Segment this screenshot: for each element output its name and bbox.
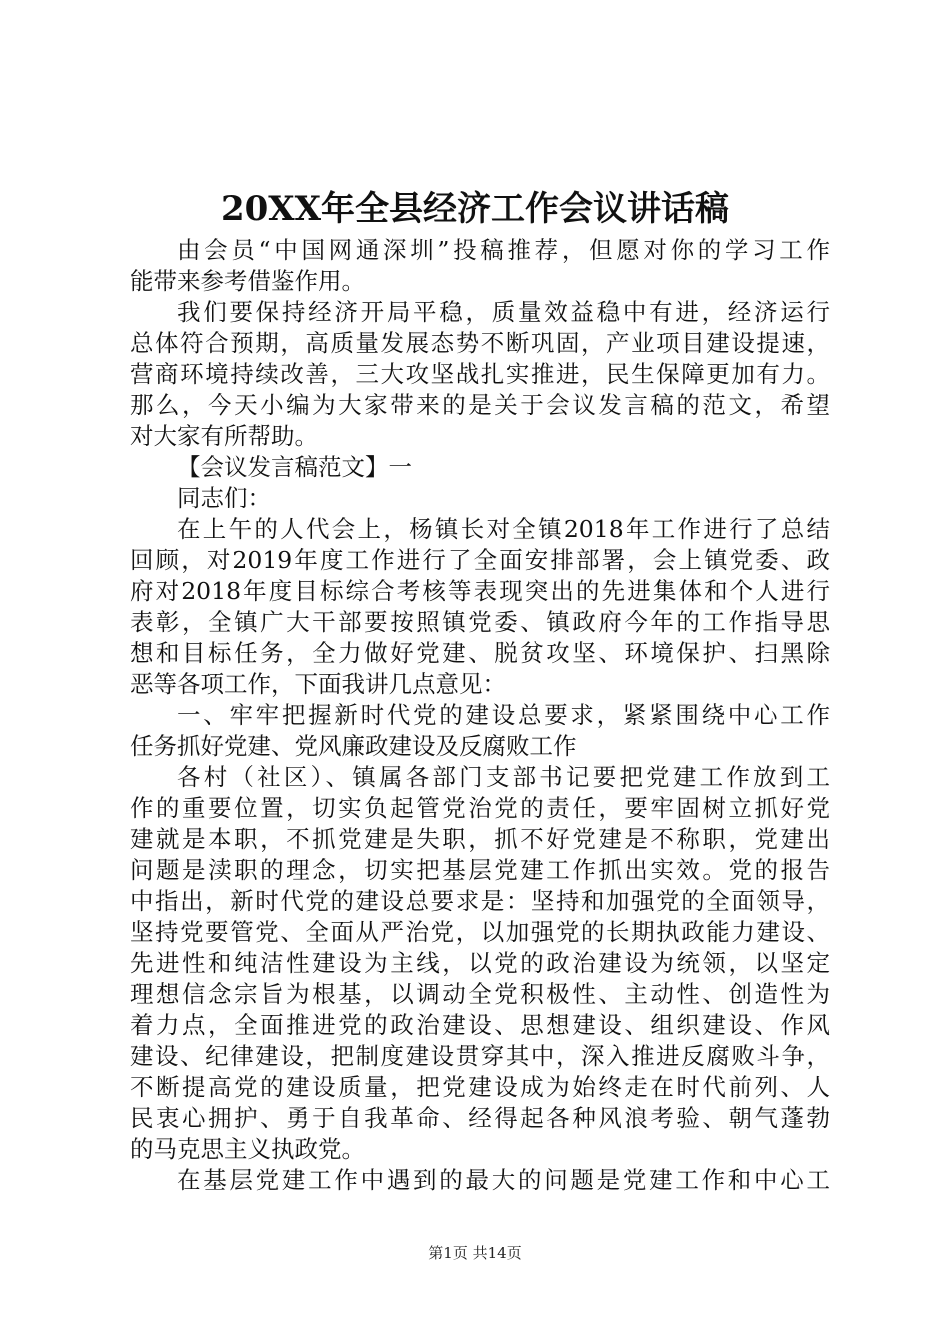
- paragraph-line: 建就是本职，不抓党建是失职，抓不好党建是不称职，党建出: [130, 825, 830, 853]
- paragraph-line: 在上午的人代会上，杨镇长对全镇2018年工作进行了总结: [177, 515, 830, 543]
- paragraph-line: 营商环境持续改善，三大攻坚战扎实推进，民生保障更加有力。: [130, 360, 830, 388]
- paragraph-line: 坚持党要管党、全面从严治党，以加强党的长期执政能力建设、: [130, 918, 830, 946]
- paragraph-line: 那么，今天小编为大家带来的是关于会议发言稿的范文，希望: [130, 391, 830, 419]
- paragraph-line: 对大家有所帮助。: [130, 422, 318, 450]
- paragraph-line: 的马克思主义执政党。: [130, 1135, 365, 1163]
- section-heading: 任务抓好党建、党风廉政建设及反腐败工作: [130, 732, 577, 760]
- paragraph-line: 理想信念宗旨为根基，以调动全党积极性、主动性、创造性为: [130, 980, 830, 1008]
- paragraph-line: 在基层党建工作中遇到的最大的问题是党建工作和中心工: [177, 1166, 830, 1194]
- paragraph-line: 由会员“中国网通深圳”投稿推荐，但愿对你的学习工作: [177, 236, 830, 264]
- paragraph-line: 着力点，全面推进党的政治建设、思想建设、组织建设、作风: [130, 1011, 830, 1039]
- paragraph-line: 恶等各项工作，下面我讲几点意见：: [130, 670, 506, 698]
- paragraph-line: 府对2018年度目标综合考核等表现突出的先进集体和个人进行: [130, 577, 830, 605]
- paragraph-line: 想和目标任务，全力做好党建、脱贫攻坚、环境保护、扫黑除: [130, 639, 830, 667]
- page-indicator: 第1页 共14页: [428, 1244, 522, 1262]
- document-body: [130, 235, 830, 1196]
- paragraph-line: 问题是渎职的理念，切实把基层党建工作抓出实效。党的报告: [130, 856, 830, 884]
- paragraph-line: 总体符合预期，高质量发展态势不断巩固，产业项目建设提速，: [130, 329, 830, 357]
- paragraph-line: 民衷心拥护、勇于自我革命、经得起各种风浪考验、朝气蓬勃: [130, 1104, 830, 1132]
- salutation: 同志们：: [177, 484, 271, 512]
- paragraph-line: 作的重要位置，切实负起管党治党的责任，要牢固树立抓好党: [130, 794, 830, 822]
- paragraph-line: 我们要保持经济开局平稳，质量效益稳中有进，经济运行: [177, 298, 830, 326]
- paragraph-line: 表彰，全镇广大干部要按照镇党委、镇政府今年的工作指导思: [130, 608, 830, 636]
- paragraph-line: 先进性和纯洁性建设为主线，以党的政治建设为统领，以坚定: [130, 949, 830, 977]
- section-heading: 【会议发言稿范文】一: [177, 453, 412, 481]
- paragraph-line: 建设、纪律建设，把制度建设贯穿其中，深入推进反腐败斗争，: [130, 1042, 830, 1070]
- section-heading: 一、牢牢把握新时代党的建设总要求，紧紧围绕中心工作: [177, 701, 830, 729]
- paragraph-line: 能带来参考借鉴作用。: [130, 267, 365, 295]
- paragraph-line: 不断提高党的建设质量，把党建设成为始终走在时代前列、人: [130, 1073, 830, 1101]
- paragraph-line: 回顾，对2019年度工作进行了全面安排部署，会上镇党委、政: [130, 546, 830, 574]
- paragraph-line: 中指出，新时代党的建设总要求是：坚持和加强党的全面领导，: [130, 887, 830, 915]
- document-title: 20XX年全县经济工作会议讲话稿: [220, 189, 730, 229]
- paragraph-line: 各村（社区）、镇属各部门支部书记要把党建工作放到工: [177, 763, 830, 791]
